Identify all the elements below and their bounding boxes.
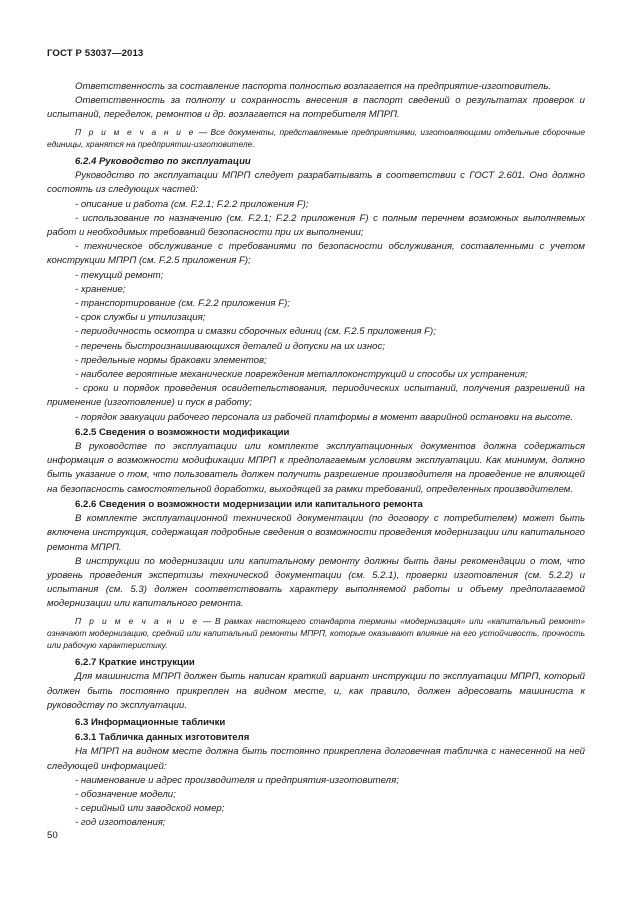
note <box>47 615 585 652</box>
document-header: ГОСТ Р 53037—2013 <box>47 48 144 59</box>
list-item: - техническое обслуживание с требованиями по безопасности обслуживания, составленными с учетом конструкции МПРП (см. F.2.5 приложения F); <box>47 241 585 267</box>
list-item: - описание и работа (см. F.2.1; F.2.2 приложения F); <box>75 198 309 210</box>
paragraph: Для машиниста МПРП должен быть написан краткий вариант инструкции по эксплуатации МПРП, который должен быть постоянно прикреплен на видном месте, и, как правило, должен адресовать машиниста к руководству по эксплуатации. <box>47 671 585 711</box>
list-item: - транспортирование (см. F.2.2 приложения F); <box>75 298 290 310</box>
list-item: - обозначение модели; <box>75 788 176 800</box>
list-item: - порядок эвакуации рабочего персонала из рабочей платформы в момент аварийной остановки на высоте. <box>75 411 574 423</box>
paragraph: В инструкции по модернизации или капитальному ремонту должны быть даны рекомендации о том, что уровень проведения экспертизы технической документации (см. 5.2.1), проверки изготовления (см. 5.2.2) и испытания (см. 5.3) должен соответствовать характеру выполняемой работы и объему предполагаемой модернизации или капитального ремонта. <box>47 555 585 610</box>
page-body <box>47 80 585 831</box>
section-heading: 6.2.5 Сведения о возможности модификации <box>75 426 290 438</box>
section-heading: 6.2.6 Сведения о возможности модернизации или капитального ремонта <box>75 498 423 510</box>
list-item: - хранение; <box>75 283 126 295</box>
list-item: - наименование и адрес производителя и предприятия-изготовителя; <box>75 774 399 786</box>
section-heading: 6.2.4 Руководство по эксплуатации <box>75 156 251 168</box>
page-number: 50 <box>47 830 58 841</box>
note-text: — Все документы, представляемые предприятиями, изготовляющими отдельные сборочные единицы, хранятся на предприятии-изготовителе. <box>47 126 585 149</box>
section-heading: 6.3 Информационные таблички <box>75 716 226 728</box>
list-item: - серийный или заводской номер; <box>75 803 225 815</box>
list-item: - наиболее вероятные механические повреждения металлоконструкций и способы их устранения; <box>75 369 528 381</box>
note <box>47 126 585 150</box>
paragraph: В комплекте эксплуатационной технической документации (по договору с потребителем) может быть включена инструкция, содержащая подробные сведения о возможности проведения модернизации или капитального ремонта МПРП. <box>47 513 585 553</box>
paragraph: Ответственность за составление паспорта полностью возлагается на предприятие-изготовитель. <box>75 81 552 92</box>
list-item: - год изготовления; <box>75 817 166 829</box>
paragraph: Ответственность за полноту и сохранность внесения в паспорт сведений о результатах проверок и испытаний, переделок, ремонтов и др. возлагается на потребителя МПРП. <box>47 95 585 121</box>
section-heading: 6.2.7 Краткие инструкции <box>75 657 195 669</box>
note-label: П р и м е ч а н и е <box>75 615 200 626</box>
note-text: — В рамках настоящего стандарта термины «модернизация» или «капитальный ремонт» означают модернизацию, средний или капитальный ремонты МПРП, которые оказывают влияние на его устойчивость, прочность или рабочую характеристику. <box>47 615 585 650</box>
list-item: - предельные нормы браковки элементов; <box>75 354 267 366</box>
note-label: П р и м е ч а н и е <box>75 126 196 137</box>
section-heading: 6.3.1 Табличка данных изготовителя <box>75 732 250 744</box>
paragraph: Руководство по эксплуатации МПРП следует разрабатывать в соответствии с ГОСТ 2.601. Оно должно состоять из следующих частей: <box>47 170 585 196</box>
list-item: - использование по назначению (см. F.2.1; F.2.2 приложения F) с полным перечнем возможных выполняемых работ и необходимых требований безопасности при их выполнении; <box>47 212 585 239</box>
list-item: - текущий ремонт; <box>75 269 164 281</box>
list-item: - перечень быстроизнашивающихся деталей и допуски на их износ; <box>75 340 385 352</box>
paragraph: На МПРП на видном месте должна быть постоянно прикреплена долговечная табличка с нанесенной на ней следующей информацией: <box>47 746 585 772</box>
list-item: - периодичность осмотра и смазки сборочных единиц (см. F.2.5 приложения F); <box>75 326 436 338</box>
list-item: - сроки и порядок проведения освидетельствования, периодических испытаний, получения разрешений на применение (изготовление) и пуск в работу; <box>47 383 585 409</box>
paragraph: В руководстве по эксплуатации или комплекте эксплуатационных документов должна содержаться информация о возможности модификации МПРП к предполагаемым условиям эксплуатации. Как минимум, должно быть указание о том, что пользователь должен получить разрешение производителя на проведение не влияющей на безопасность самостоятельной доработки, выходящей за рамки требований, определенных производителем. <box>47 441 585 495</box>
list-item: - срок службы и утилизация; <box>75 312 206 324</box>
